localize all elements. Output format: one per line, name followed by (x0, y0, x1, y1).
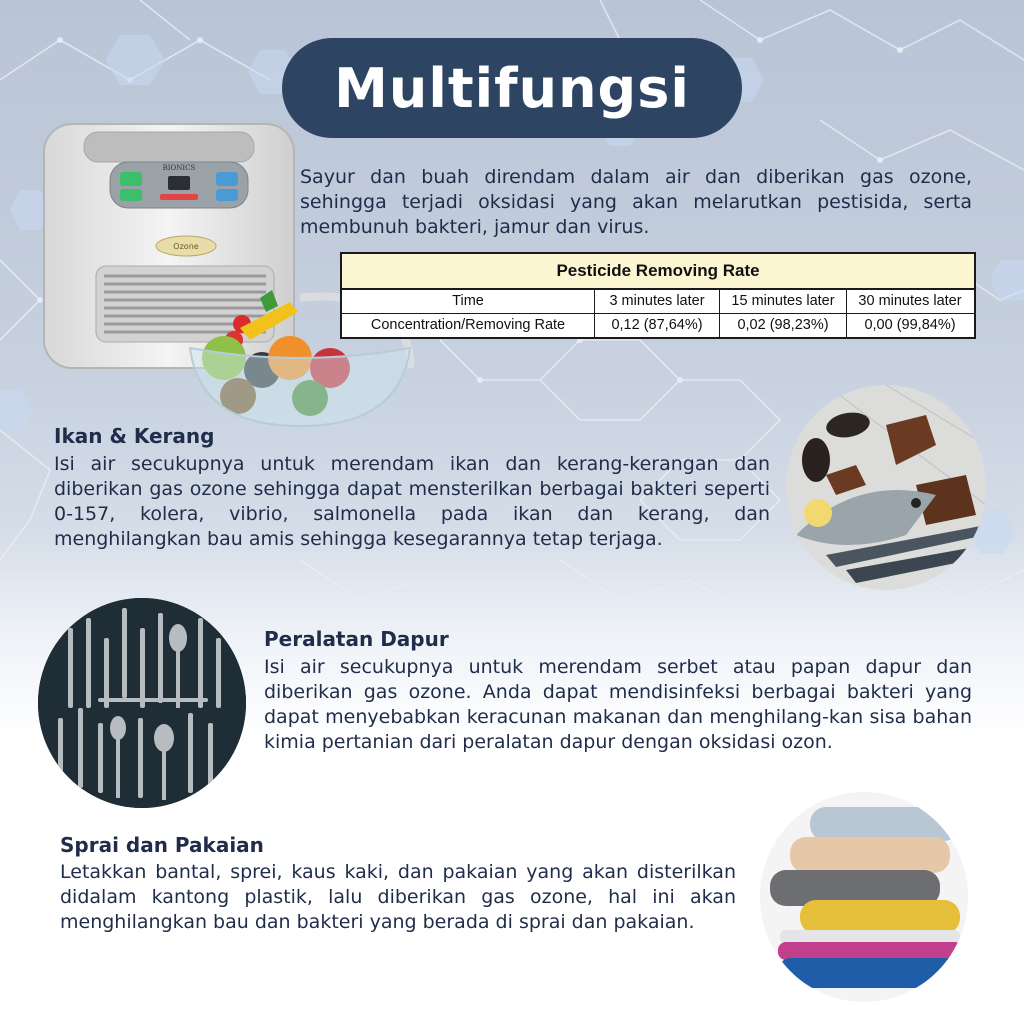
table-header-cell: 30 minutes later (858, 293, 962, 309)
svg-text:BIONICS: BIONICS (162, 164, 196, 172)
table-title: Pesticide Removing Rate (342, 254, 974, 290)
section-heading-linen: Sprai dan Pakaian (60, 833, 264, 857)
table-header-cell: 3 minutes later (595, 290, 720, 313)
svg-text:Ozone: Ozone (173, 242, 199, 251)
title-banner (282, 38, 742, 138)
page-title: Multifungsi (334, 56, 690, 120)
table-cell: Concentration/Removing Rate (342, 314, 595, 337)
section-text-fish: Isi air secukupnya untuk merendam ikan dan kerang-kerangan dan diberikan gas ozone sehingga dapat mensterilkan berbagai bakteri seperti 0-157, kolera, vibrio, salmonella pada ikan dan kerang, dan menghilangkan bau amis sehingga kesegarannya tetap terjaga. (54, 453, 770, 550)
folded-clothes-image (760, 792, 968, 1002)
section-text-kitchen: Isi air secukupnya untuk merendam serbet atau papan dapur dan diberikan gas ozone. Anda dapat mendisinfeksi berbagai bakteri yang dapat menyebabkan keracunan makanan dan menghilang-kan sisa bahan kimia pertanian dari peralatan dapur dengan oksidasi ozon. (264, 656, 972, 753)
table-cell: 0,02 (98,23%) (720, 314, 847, 337)
section-heading-fish: Ikan & Kerang (54, 424, 215, 448)
fish-shellfish-image (786, 385, 986, 590)
table-header-cell: Time (342, 290, 595, 313)
table-row (342, 314, 974, 337)
section-text-linen: Letakkan bantal, sprei, kaus kaki, dan pakaian yang akan disterilkan didalam kantong plastik, lalu diberikan gas ozone, hal ini akan menghilangkan bau dan bakteri yang berada di sprai dan pakaian. (60, 861, 736, 933)
pesticide-removing-rate-table (340, 252, 976, 339)
cutlery-image (38, 598, 246, 808)
table-header-cell: 15 minutes later (720, 290, 847, 313)
intro-paragraph: Sayur dan buah direndam dalam air dan diberikan gas ozone, sehingga terjadi oksidasi yang akan melarutkan pestisida, serta membunuh bakteri, jamur dan virus. (300, 166, 972, 238)
table-cell: 0,12 (87,64%) (595, 314, 720, 337)
section-heading-kitchen: Peralatan Dapur (264, 627, 449, 651)
table-cell: 0,00 (99,84%) (864, 317, 956, 333)
table-header-row (342, 290, 974, 314)
